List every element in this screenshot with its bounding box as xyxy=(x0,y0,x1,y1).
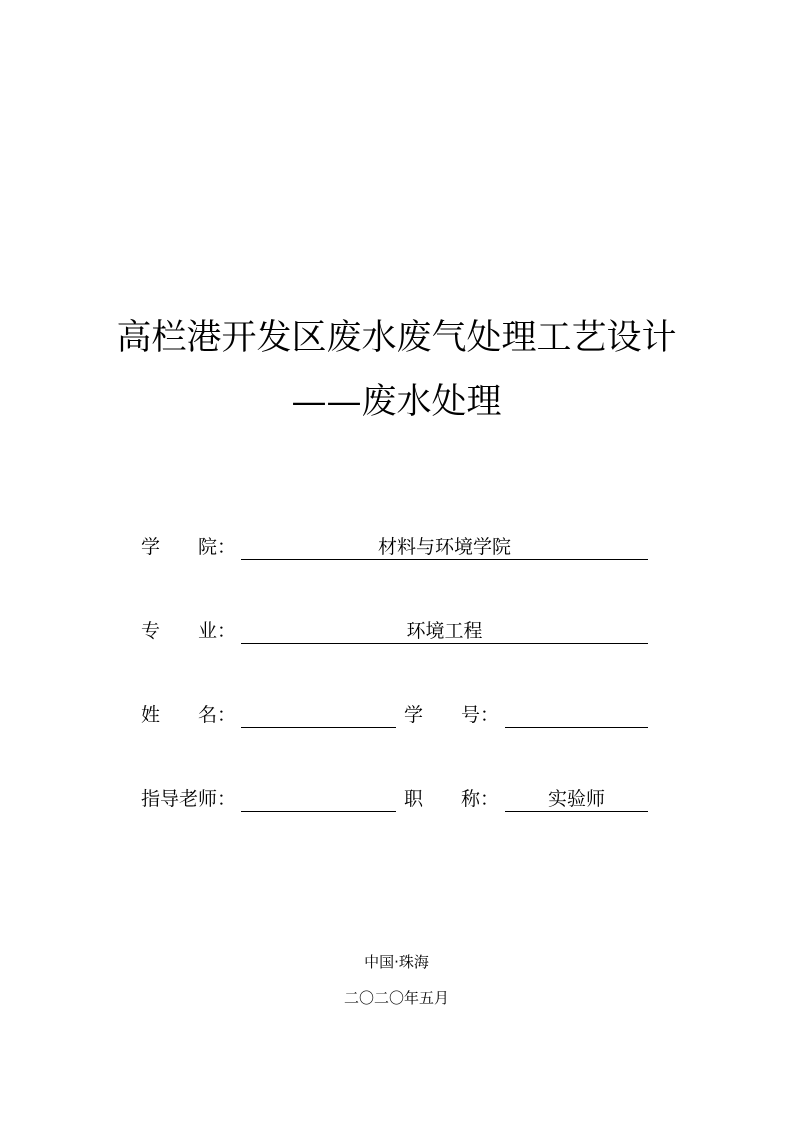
title-rank-field[interactable]: 实验师 xyxy=(505,787,648,812)
document-subtitle: ——废水处理 xyxy=(291,382,502,422)
name-label: 姓 名： xyxy=(141,704,237,726)
major-label: 专 业： xyxy=(141,620,237,642)
date-text: 二〇二〇年五月 xyxy=(343,989,449,1007)
document-title: 高栏港开发区废水废气处理工艺设计 xyxy=(116,318,677,358)
student-id-label: 学 号： xyxy=(404,704,500,726)
title-rank-label: 职 称： xyxy=(404,788,500,810)
location-text: 中国·珠海 xyxy=(364,953,429,971)
college-label: 学 院： xyxy=(141,536,237,558)
college-field[interactable]: 材料与环境学院 xyxy=(241,535,648,560)
name-field[interactable] xyxy=(241,703,396,728)
major-field[interactable]: 环境工程 xyxy=(241,619,648,644)
advisor-field[interactable] xyxy=(241,787,396,812)
student-id-field[interactable] xyxy=(505,703,648,728)
advisor-label: 指导老师： xyxy=(141,788,237,810)
